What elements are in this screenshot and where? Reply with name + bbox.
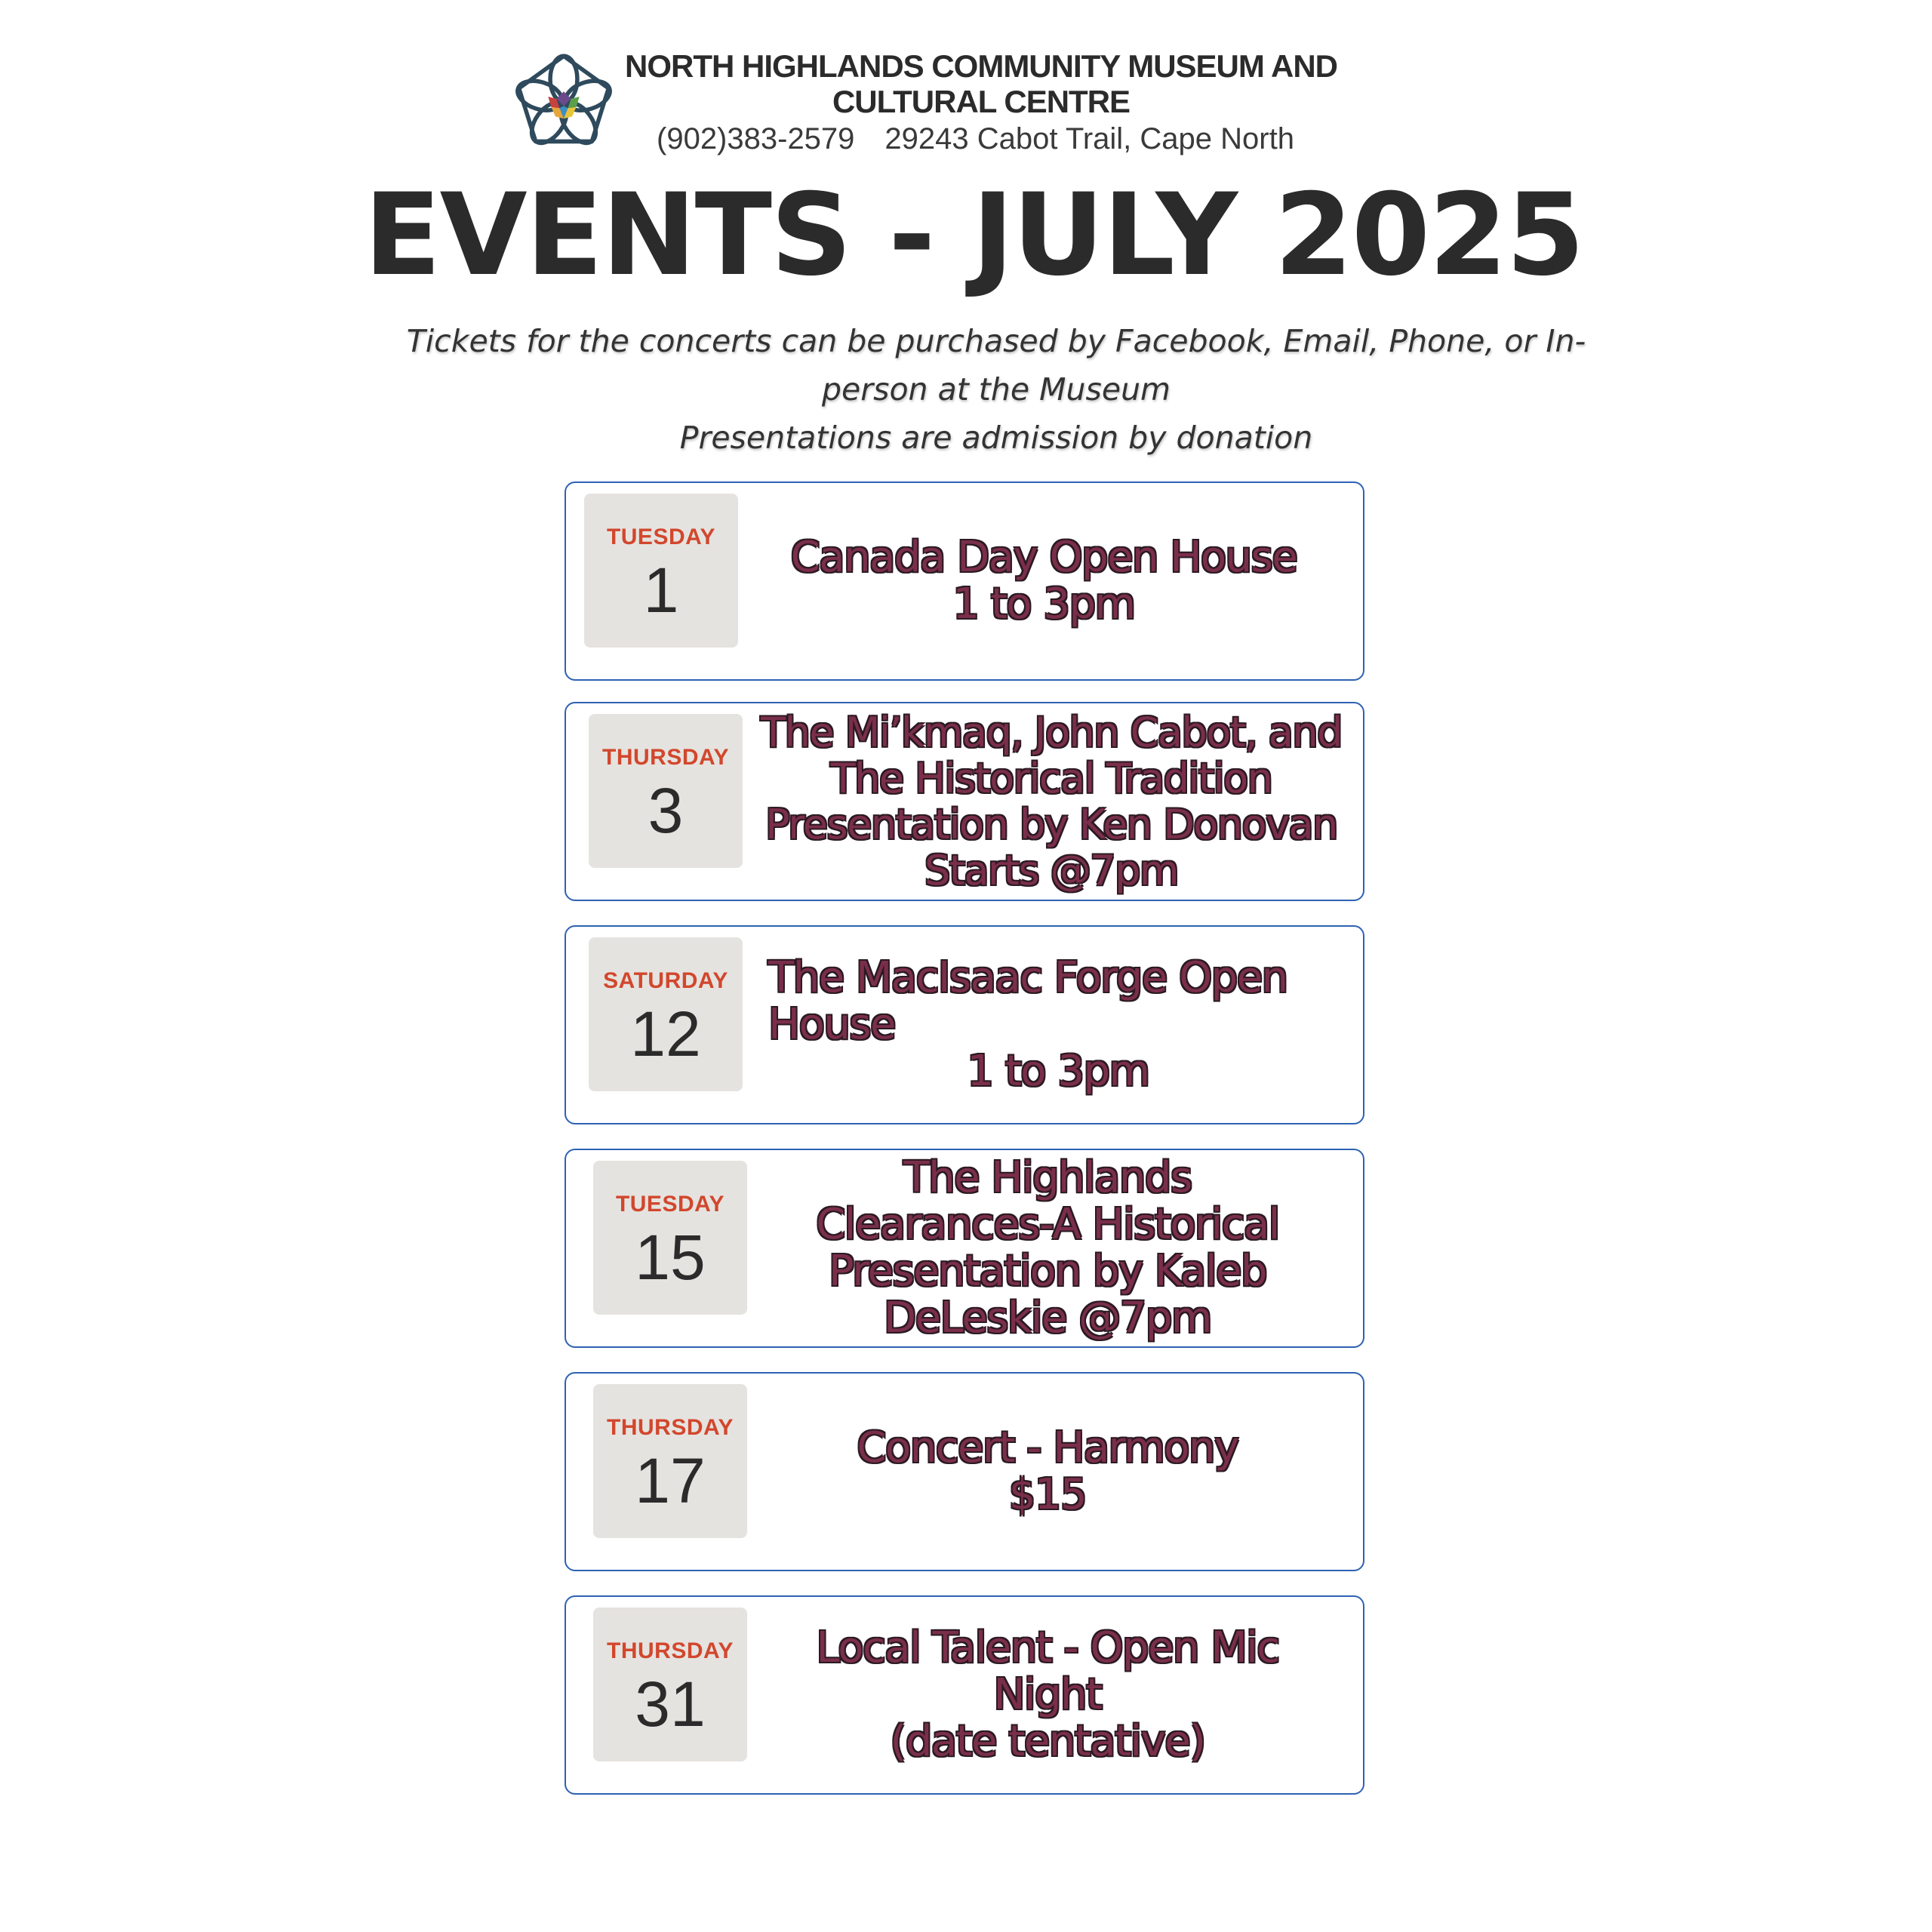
event-line: The Historical Tradition	[830, 755, 1272, 802]
event-card	[565, 702, 1364, 901]
event-line: Concert - Harmony	[857, 1423, 1238, 1472]
event-description	[755, 1374, 1340, 1570]
date-box	[589, 714, 743, 868]
event-description	[768, 927, 1348, 1123]
event-weekday: THURSDAY	[602, 745, 729, 770]
event-day-number: 15	[635, 1222, 706, 1293]
event-day-number: 17	[635, 1445, 706, 1516]
event-card	[565, 1149, 1364, 1348]
event-day-number: 3	[648, 775, 684, 846]
event-weekday: THURSDAY	[607, 1415, 734, 1440]
date-box	[593, 1384, 747, 1538]
event-line: House	[768, 1000, 895, 1049]
event-line: Starts @7pm	[924, 847, 1178, 894]
event-line: The MacIsaac Forge Open	[768, 953, 1287, 1002]
event-card	[565, 1595, 1364, 1795]
organization-name-line1: NORTH HIGHLANDS COMMUNITY MUSEUM AND	[625, 48, 1337, 84]
page-title: EVENTS - JULY 2025	[364, 170, 1583, 301]
ticket-note-line1: Tickets for the concerts can be purchased by Facebook, Email, Phone, or In-	[406, 323, 1586, 359]
event-line: The Highlands	[903, 1153, 1192, 1202]
event-line: $15	[1008, 1470, 1087, 1519]
event-line: Presentation by Ken Donovan	[765, 801, 1337, 848]
event-line: 1 to 3pm	[967, 1047, 1149, 1096]
event-line: 1 to 3pm	[952, 580, 1135, 629]
event-line: Night	[993, 1670, 1102, 1719]
date-box	[593, 1161, 747, 1315]
phone-number: (902)383-2579	[657, 122, 855, 155]
event-line: DeLeskie @7pm	[884, 1294, 1211, 1343]
organization-name-line2: CULTURAL CENTRE	[832, 84, 1131, 119]
address: 29243 Cabot Trail, Cape North	[884, 122, 1294, 155]
event-line: The Mi’kmaq, John Cabot, and	[761, 709, 1342, 756]
event-card	[565, 925, 1364, 1124]
event-description	[755, 1150, 1340, 1346]
event-weekday: TUESDAY	[606, 525, 716, 549]
event-day-number: 31	[635, 1669, 706, 1740]
event-card	[565, 1372, 1364, 1571]
event-description	[747, 483, 1340, 679]
date-box	[584, 494, 738, 648]
event-description	[744, 703, 1358, 900]
event-card	[565, 481, 1364, 681]
event-day-number: 1	[643, 555, 679, 626]
event-line: Presentation by Kaleb	[828, 1247, 1267, 1296]
date-box	[589, 937, 743, 1091]
donation-note: Presentations are admission by donation	[679, 420, 1313, 456]
event-day-number: 12	[630, 998, 701, 1069]
event-weekday: TUESDAY	[615, 1192, 725, 1217]
ticket-note-line2: person at the Museum	[822, 371, 1171, 408]
event-weekday: SATURDAY	[603, 968, 728, 993]
event-line: Local Talent - Open Mic	[816, 1623, 1279, 1672]
event-description	[755, 1597, 1340, 1793]
event-line: Canada Day Open House	[790, 533, 1297, 582]
event-weekday: THURSDAY	[607, 1638, 734, 1663]
event-line: Clearances-A Historical	[816, 1200, 1279, 1249]
event-line: (date tentative)	[890, 1717, 1205, 1766]
date-box	[593, 1607, 747, 1761]
